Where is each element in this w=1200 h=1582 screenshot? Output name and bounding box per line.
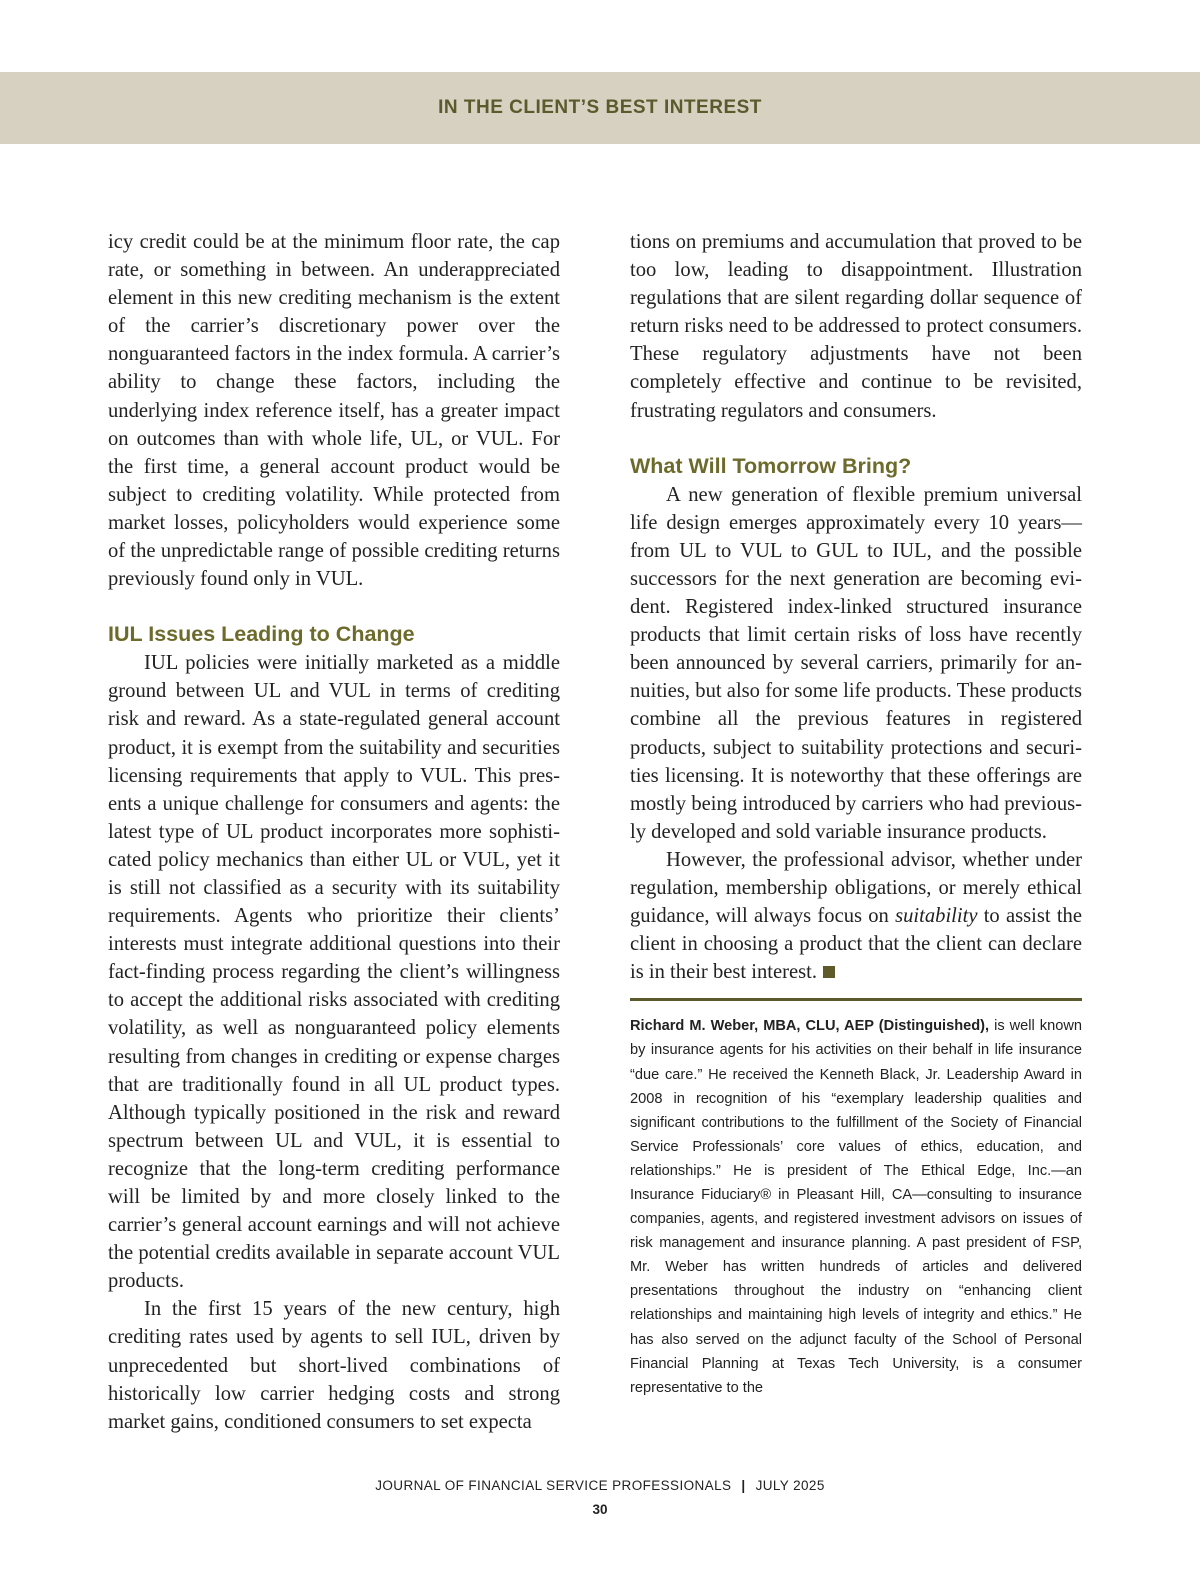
footer-separator: |	[741, 1478, 746, 1493]
author-bio	[630, 1014, 1082, 1400]
journal-name: JOURNAL OF FINANCIAL SERVICE PROFESSIONALS	[375, 1478, 732, 1493]
italic-term: suitability	[895, 905, 978, 928]
left-paragraph-1: icy credit could be at the minimum floor rate, the cap rate, or something in between. An underappreciated element in this new crediting mechanism is the extent of the carrier’s discretionary power over the nonguaranteed factors in the index formula. A carrier’s ability to change these factors, including the underlying index reference itself, has a greater impact on outcomes than with whole life, UL, or VUL. For the first time, a general account product would be subject to crediting volatility. While protected from market losses, policyholders would experience some of the unpredictable range of possible crediting returns previously found only in VUL.	[108, 231, 560, 591]
heading-tomorrow: What Will Tomorrow Bring?	[630, 453, 912, 478]
bio-divider	[630, 998, 1082, 1001]
right-paragraph-1: tions on premiums and accumulation that proved to be too low, leading to disappointment. Illustration regulations that are silent regarding dollar sequence of return risks need to be addressed to protect consumers. These regulatory adjustments have not been completely effective and continue to be revisited, frustrating regulators and consumers.	[630, 231, 1082, 422]
left-paragraph-2: IUL policies were initially marketed as a middle ground between UL and VUL in terms of crediting risk and reward. As a state-regulated general account product, it is exempt from the suitability and securities licensing requirements that apply to VUL. This presents a unique challenge for consumers and agents: the latest type of UL product incorporates more sophisticated policy mechanics than either UL or VUL, yet it is still not classified as a security with its suitability requirements. Agents who prioritize their clients’ interests must integrate additional questions into their fact-finding process regarding the client’s willingness to accept the additional risks associated with crediting volatility, as well as nonguaranteed policy elements resulting from changes in crediting or expense charges that are traditionally found in all UL product types. Although typically positioned in the risk and reward spectrum between UL and VUL, it is essential to recognize that the long-term crediting performance will be limited by and more closely linked to the carrier’s general account earnings and will not achieve the potential credits available in separate account VUL products.	[108, 652, 560, 1293]
section-header	[0, 72, 1200, 144]
author-bio-text: is well known by insurance agents for his activities on their behalf in life insurance “due care.” He received the Kenneth Black, Jr. Leadership Award in 2008 in recognition of his “exemplary leadership qualities and significant contributions to the fulfillment of the Society of Financial Service Professionals’ core values of ethics, education, and relationships.” He is president of The Ethical Edge, Inc.—an Insurance Fiduciary® in Pleasant Hill, CA—consulting to insurance companies, agents, and registered investment advisors on issues of risk management and insurance planning. A past president of FSP, Mr. Weber has written hundreds of articles and delivered presentations throughout the industry on “enhancing client relationships and maintaining high levels of integrity and ethics.” He has also served on the adjunct faculty of the School of Personal Financial Planning at Texas Tech University, is a consumer representative to the	[630, 1018, 1082, 1396]
footer-journal-line	[0, 1478, 1200, 1493]
right-paragraph-2: A new generation of flexible premium universal life design emerges approximately every 10 years—from UL to VUL to GUL to IUL, and the possible successors for the next generation are becoming evident. Registered index-linked structured insurance products that limit certain risks of loss have recently been announced by several carriers, primarily for annuities, but also for some life products. These products combine all the previous features in registered products, subject to suitability protections and securities licensing. It is noteworthy that these offerings are mostly being introduced by carriers who had previously developed and sold variable insurance products.	[630, 483, 1082, 843]
heading-iul-issues: IUL Issues Leading to Change	[108, 622, 415, 647]
left-column	[108, 228, 560, 1436]
author-name: Richard M. Weber, MBA, CLU, AEP (Distinguished),	[630, 1018, 990, 1035]
page-number: 30	[592, 1502, 608, 1517]
right-paragraph-3	[630, 846, 1082, 986]
issue-date: JULY 2025	[755, 1478, 825, 1493]
left-paragraph-3: In the first 15 years of the new century, high crediting rates used by agents to sell IUL, driven by unprecedented but short-lived combinations of historically low carrier hedging costs and strong market gains, conditioned consumers to set expecta	[108, 1298, 560, 1433]
paragraph-text-start: However, the professional advisor, whether under regulation, membership obligations, or merely ethical guidance, will always focus on	[630, 848, 1082, 928]
end-mark-icon	[823, 966, 835, 978]
paragraph-text-end: to assist the client in choosing a product that the client can declare is in their best interest.	[630, 905, 1082, 984]
right-column	[630, 228, 1082, 1400]
section-title: IN THE CLIENT’S BEST INTEREST	[438, 97, 762, 118]
